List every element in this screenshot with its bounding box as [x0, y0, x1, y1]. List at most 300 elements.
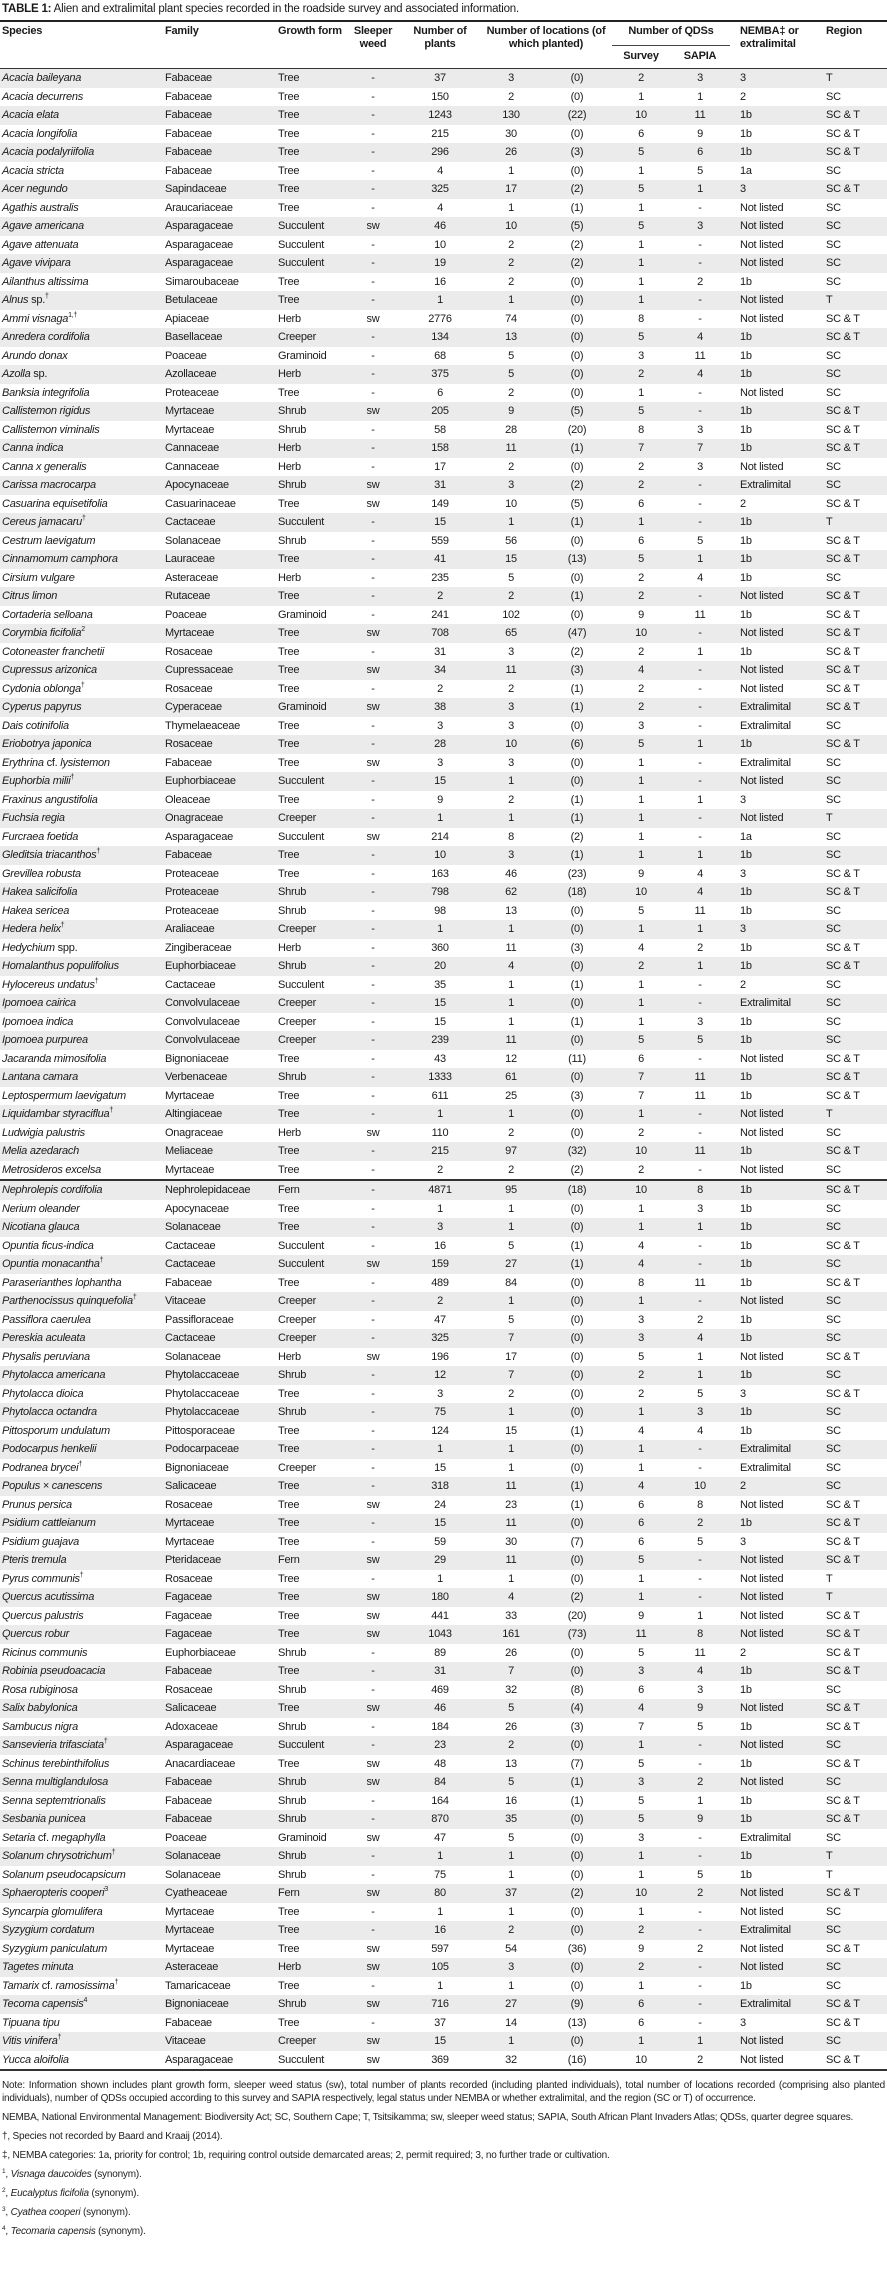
cell-planted-locations: (0) [570, 719, 584, 732]
cell-sleeper-weed: sw [366, 830, 380, 843]
cell-number-of-plants: 149 [431, 497, 449, 510]
cell-family: Fabaceae [165, 1794, 212, 1807]
cell-planted-locations: (1) [570, 1015, 584, 1028]
footnote-suffix: (synonym). [95, 2226, 146, 2237]
cell-nemba-status: Not listed [740, 312, 784, 325]
cell-number-of-plants: 6 [437, 386, 443, 399]
cell-region: T [816, 809, 887, 828]
cell-nemba-status: 1b [730, 143, 816, 162]
cell-number-of-plants: 164 [431, 1794, 449, 1807]
cell-family: Rosaceae [165, 1498, 213, 1511]
cell-planted-locations: (1) [542, 439, 612, 458]
cell-sleeper-weed: - [371, 1239, 375, 1252]
table-row [0, 1792, 887, 1811]
cell-qds-sapia: - [670, 1551, 730, 1570]
cell-number-of-plants: 9 [437, 793, 443, 806]
cell-growth-form: Succulent [276, 513, 346, 532]
cell-qds-sapia: - [670, 254, 730, 273]
species-name: Anredera cordifolia [2, 331, 90, 343]
cell-family: Poaceae [165, 1831, 207, 1844]
cell-nemba-status: Not listed [730, 1699, 816, 1718]
cell-qds-sapia: - [698, 756, 702, 769]
table-row [0, 1736, 887, 1755]
cell-growth-form: Tree [278, 2016, 300, 2029]
cell-qds-sapia: 10 [670, 1477, 730, 1496]
cell-family: Cannaceae [165, 460, 220, 473]
cell-number-of-plants: 369 [431, 2053, 449, 2066]
cell-family: Poaceae [165, 608, 207, 621]
cell-family: Vitaceae [163, 2032, 276, 2051]
cell-qds-survey: 10 [612, 106, 670, 125]
cell-region: SC [816, 1031, 887, 1050]
cell-qds-survey: 1 [638, 164, 644, 177]
cell-family: Solanaceae [165, 1868, 221, 1881]
cell-number-of-plants: 375 [400, 365, 480, 384]
species-qualifier: cf. [37, 1831, 49, 1844]
species-name: Agave attenuata [2, 238, 79, 251]
cell-number-of-plants: 23 [400, 1736, 480, 1755]
species-name: Furcraea foetida [2, 830, 79, 843]
table-row [0, 1422, 887, 1441]
cell-qds-sapia: 4 [697, 867, 703, 880]
table-row [0, 1477, 887, 1496]
cell-number-of-plants: 1 [400, 1105, 480, 1124]
cell-number-of-plants: 37 [434, 2016, 446, 2029]
cell-planted-locations: (0) [542, 1921, 612, 1940]
cell-sleeper-weed: - [346, 772, 400, 791]
cell-species [0, 1385, 163, 1404]
cell-nemba-status: Not listed [730, 1625, 816, 1644]
cell-planted-locations: (0) [542, 1736, 612, 1755]
species-name: Rosa rubiginosa [2, 1683, 78, 1696]
cell-species [0, 236, 163, 255]
cell-sleeper-weed: sw [366, 2053, 380, 2066]
species-qualifier: cf. [46, 756, 58, 769]
cell-species [0, 365, 163, 384]
cell-sleeper-weed: - [371, 423, 375, 436]
cell-planted-locations: (13) [542, 550, 612, 569]
cell-number-of-plants: 1 [437, 1905, 443, 1918]
cell-sleeper-weed: sw [366, 1498, 380, 1511]
cell-sleeper-weed: sw [346, 698, 400, 717]
cell-family: Lauraceae [163, 550, 276, 569]
cell-qds-sapia: - [698, 1979, 702, 1992]
species-name: Homalanthus populifolius [2, 960, 119, 972]
cell-sleeper-weed: sw [366, 1942, 380, 1955]
cell-family: Phytolaccaceae [163, 1366, 276, 1385]
cell-qds-sapia: 1 [697, 1350, 703, 1363]
cell-sleeper-weed: - [371, 201, 375, 214]
cell-qds-survey: 6 [638, 497, 644, 510]
cell-species [0, 1829, 163, 1848]
cell-qds-survey: 1 [612, 1847, 670, 1866]
species-name: Prunus persica [2, 1498, 72, 1511]
cell-family: Fabaceae [163, 1810, 276, 1829]
cell-number-of-locations: 1 [508, 1461, 514, 1474]
cell-sleeper-weed: - [371, 1572, 375, 1585]
cell-nemba-status: 1b [730, 1847, 816, 1866]
cell-growth-form: Shrub [276, 957, 346, 976]
cell-nemba-status: Not listed [730, 217, 816, 236]
table-row [0, 754, 887, 773]
cell-growth-form: Fern [276, 1180, 346, 1200]
cell-number-of-plants: 870 [400, 1810, 480, 1829]
table-row [0, 69, 887, 88]
cell-planted-locations: (0) [570, 1276, 584, 1289]
cell-region: SC & T [816, 1551, 887, 1570]
cell-species [0, 402, 163, 421]
cell-species [0, 1699, 163, 1718]
table-row [0, 532, 887, 551]
cell-region: SC [826, 1163, 841, 1176]
cell-growth-form: Creeper [278, 1015, 316, 1028]
cell-number-of-plants: 1 [400, 920, 480, 939]
cell-nemba-status: 1b [730, 735, 816, 754]
cell-growth-form: Shrub [278, 423, 307, 436]
species-name: Ludwigia palustris [2, 1126, 85, 1139]
cell-sleeper-weed: - [371, 238, 375, 251]
cell-qds-sapia: 1 [670, 1218, 730, 1237]
cell-sleeper-weed: - [346, 846, 400, 865]
cell-planted-locations: (0) [570, 1461, 584, 1474]
cell-family: Fabaceae [163, 69, 276, 88]
cell-number-of-plants: 2776 [428, 312, 452, 325]
cell-species [0, 347, 163, 366]
cell-nemba-status: 1b [740, 1015, 752, 1028]
cell-growth-form: Tree [278, 386, 300, 399]
cell-number-of-locations: 11 [480, 1551, 542, 1570]
cell-family: Euphorbiaceae [165, 1646, 236, 1659]
table-row [0, 513, 887, 532]
cell-qds-survey: 1 [638, 386, 644, 399]
cell-planted-locations: (2) [542, 254, 612, 273]
cell-region: SC [826, 201, 841, 214]
table-row [0, 1514, 887, 1533]
cell-sleeper-weed: - [371, 904, 375, 917]
cell-planted-locations: (0) [542, 2032, 612, 2051]
cell-sleeper-weed: - [371, 1720, 375, 1733]
cell-qds-survey: 2 [612, 698, 670, 717]
cell-qds-survey: 1 [638, 201, 644, 214]
cell-nemba-status: 1b [730, 328, 816, 347]
cell-growth-form: Tree [278, 645, 300, 658]
cell-species [0, 883, 163, 902]
cell-planted-locations: (3) [542, 661, 612, 680]
cell-sleeper-weed: - [371, 1313, 375, 1326]
cell-family: Asteraceae [165, 571, 219, 584]
species-name: Callistemon rigidus [2, 405, 91, 417]
cell-growth-form: Shrub [276, 1847, 346, 1866]
cell-nemba-status: 1b [740, 645, 752, 658]
cell-planted-locations: (0) [570, 1979, 584, 1992]
cell-number-of-plants: 180 [400, 1588, 480, 1607]
cell-species [0, 1625, 163, 1644]
cell-species [0, 180, 163, 199]
cell-sleeper-weed: sw [346, 1255, 400, 1274]
cell-qds-sapia: - [670, 402, 730, 421]
cell-nemba-status: 1b [740, 1202, 752, 1215]
cell-species [0, 976, 163, 995]
cell-planted-locations: (5) [542, 402, 612, 421]
cell-sleeper-weed: - [371, 1276, 375, 1289]
cell-planted-locations: (3) [570, 941, 584, 954]
cell-sleeper-weed: - [371, 1683, 375, 1696]
cell-species [0, 1255, 163, 1274]
cell-region: SC & T [816, 1180, 887, 1200]
cell-family: Podocarpaceae [163, 1440, 276, 1459]
cell-growth-form: Herb [276, 439, 346, 458]
table-row [0, 1903, 887, 1922]
cell-planted-locations: (2) [542, 1588, 612, 1607]
species-name: Ipomoea purpurea [2, 1034, 88, 1046]
cell-family: Myrtaceae [165, 1163, 215, 1176]
cell-number-of-plants: 19 [400, 254, 480, 273]
cell-family: Anacardiaceae [165, 1757, 236, 1770]
cell-region: T [816, 513, 887, 532]
cell-region: SC & T [816, 735, 887, 754]
table-body [0, 69, 887, 2071]
cell-region: SC & T [816, 1699, 887, 1718]
cell-number-of-locations: 2 [508, 90, 514, 103]
species-footnote-mark: † [80, 681, 85, 689]
cell-species [0, 1311, 163, 1330]
cell-qds-sapia: 4 [670, 328, 730, 347]
cell-nemba-status: Not listed [740, 1942, 784, 1955]
table-row [0, 902, 887, 921]
cell-number-of-locations: 2 [508, 238, 514, 251]
cell-sleeper-weed: sw [346, 624, 400, 643]
table-row [0, 384, 887, 403]
table-row [0, 939, 887, 958]
cell-nemba-status: 1b [730, 365, 816, 384]
cell-nemba-status: 1b [740, 349, 752, 362]
cell-nemba-status: Not listed [730, 809, 816, 828]
species-name: Cestrum laevigatum [2, 534, 96, 547]
table-row [0, 1180, 887, 1200]
cell-region: SC [826, 1313, 841, 1326]
cell-qds-sapia: - [698, 1163, 702, 1176]
cell-species [0, 1736, 163, 1755]
species-name: Carissa macrocarpa [2, 479, 96, 491]
cell-growth-form: Tree [278, 1276, 300, 1289]
cell-nemba-status: Not listed [740, 1350, 784, 1363]
cell-nemba-status: Not listed [740, 1572, 784, 1585]
cell-qds-survey: 1 [638, 1202, 644, 1215]
cell-family: Bignoniaceae [165, 1052, 229, 1065]
cell-sleeper-weed: - [371, 164, 375, 177]
cell-family: Proteaceae [165, 386, 219, 399]
cell-nemba-status: 1b [730, 1255, 816, 1274]
cell-number-of-locations: 1 [508, 164, 514, 177]
cell-growth-form: Creeper [276, 920, 346, 939]
cell-nemba-status: Not listed [730, 587, 816, 606]
cell-region: SC [816, 217, 887, 236]
cell-sleeper-weed: - [346, 920, 400, 939]
cell-qds-sapia: 3 [697, 1202, 703, 1215]
cell-number-of-plants: 16 [400, 1921, 480, 1940]
cell-sleeper-weed: - [346, 1031, 400, 1050]
cell-growth-form: Shrub [276, 1366, 346, 1385]
cell-qds-survey: 5 [638, 904, 644, 917]
cell-sleeper-weed: - [346, 587, 400, 606]
cell-species [0, 384, 163, 403]
cell-species [0, 291, 163, 310]
table-row [0, 1940, 887, 1959]
cell-nemba-status: Not listed [740, 682, 784, 695]
cell-number-of-plants: 716 [400, 1995, 480, 2014]
table-row [0, 1274, 887, 1293]
cell-qds-survey: 1 [638, 1905, 644, 1918]
table-row [0, 1200, 887, 1219]
cell-family: Pteridaceae [163, 1551, 276, 1570]
cell-region: SC & T [816, 106, 887, 125]
cell-growth-form: Tree [276, 1440, 346, 1459]
table-row [0, 291, 887, 310]
cell-species [0, 1792, 163, 1811]
cell-qds-survey: 6 [638, 1535, 644, 1548]
cell-number-of-locations: 1 [480, 1440, 542, 1459]
cell-planted-locations: (2) [570, 1163, 584, 1176]
cell-growth-form: Tree [276, 1625, 346, 1644]
cell-sleeper-weed: - [371, 608, 375, 621]
header-number-of-qdss: Number of QDSs [612, 22, 730, 46]
cell-number-of-locations: 5 [480, 1773, 542, 1792]
cell-family: Poaceae [165, 349, 207, 362]
cell-nemba-status: 1b [730, 1366, 816, 1385]
cell-number-of-locations: 3 [508, 756, 514, 769]
cell-number-of-plants: 4871 [400, 1180, 480, 1200]
species-name: Hakea salicifolia [2, 886, 78, 898]
cell-region: SC & T [816, 1068, 887, 1087]
cell-family: Salicaceae [163, 1699, 276, 1718]
cell-region: SC [826, 1905, 841, 1918]
species-name: Euphorbia milii [2, 775, 71, 787]
cell-species [0, 606, 163, 625]
cell-region: SC [816, 2032, 887, 2051]
species-name: Cirsium vulgare [2, 571, 75, 584]
cell-family: Fabaceae [165, 2016, 212, 2029]
cell-region: SC & T [826, 1757, 860, 1770]
cell-region: SC & T [826, 682, 860, 695]
cell-qds-sapia: 1 [697, 1794, 703, 1807]
cell-growth-form: Herb [278, 571, 301, 584]
cell-qds-sapia: - [670, 994, 730, 1013]
cell-number-of-locations: 130 [480, 106, 542, 125]
cell-growth-form: Tree [278, 682, 300, 695]
cell-species [0, 162, 163, 181]
cell-qds-sapia: - [698, 1239, 702, 1252]
cell-region: SC & T [826, 312, 860, 325]
cell-planted-locations: (2) [570, 830, 584, 843]
cell-region: SC & T [826, 1609, 860, 1622]
species-name: Fuchsia regia [2, 812, 65, 824]
cell-qds-survey: 1 [612, 1403, 670, 1422]
cell-sleeper-weed: - [346, 1366, 400, 1385]
table-row [0, 1366, 887, 1385]
cell-number-of-locations: 1 [480, 1218, 542, 1237]
cell-number-of-locations: 17 [505, 1350, 517, 1363]
cell-family: Araliaceae [163, 920, 276, 939]
cell-qds-survey: 5 [612, 1551, 670, 1570]
cell-nemba-status: 1b [730, 1514, 816, 1533]
cell-qds-survey: 1 [612, 1588, 670, 1607]
cell-number-of-plants: 2 [400, 1292, 480, 1311]
cell-species [0, 828, 163, 847]
species-name: Tamarix [2, 1979, 39, 1992]
cell-region: SC [816, 1440, 887, 1459]
cell-qds-sapia: - [698, 2016, 702, 2029]
cell-number-of-locations: 5 [508, 571, 514, 584]
cell-planted-locations: (0) [570, 1572, 584, 1585]
cell-qds-survey: 1 [612, 1736, 670, 1755]
cell-nemba-status: Not listed [730, 1773, 816, 1792]
cell-number-of-locations: 10 [480, 735, 542, 754]
cell-number-of-plants: 68 [434, 349, 446, 362]
cell-sleeper-weed: - [346, 1736, 400, 1755]
cell-region: SC & T [816, 1884, 887, 1903]
cell-qds-survey: 5 [612, 735, 670, 754]
cell-number-of-plants: 134 [400, 328, 480, 347]
cell-nemba-status: 1a [740, 164, 752, 177]
species-name: Cydonia oblonga [2, 682, 81, 695]
cell-species [0, 1977, 163, 1996]
cell-region: SC [826, 719, 841, 732]
cell-number-of-locations: 2 [480, 1736, 542, 1755]
species-name: Syzygium cordatum [2, 1924, 95, 1936]
cell-planted-locations: (13) [567, 2016, 587, 2029]
cell-number-of-plants: 15 [400, 2032, 480, 2051]
cell-qds-survey: 11 [612, 1625, 670, 1644]
cell-qds-survey: 7 [612, 1068, 670, 1087]
cell-growth-form: Tree [278, 1572, 300, 1585]
cell-planted-locations: (3) [570, 1720, 584, 1733]
cell-growth-form: Tree [278, 756, 300, 769]
cell-number-of-plants: 611 [431, 1089, 449, 1102]
species-epithet: lysistemon [60, 756, 110, 769]
table-row [0, 199, 887, 218]
cell-qds-survey: 1 [638, 1868, 644, 1881]
cell-species [0, 754, 163, 773]
cell-number-of-locations: 26 [480, 143, 542, 162]
cell-nemba-status: 3 [730, 920, 816, 939]
cell-planted-locations: (0) [542, 772, 612, 791]
cell-number-of-plants: 215 [431, 127, 449, 140]
cell-qds-survey: 2 [638, 1126, 644, 1139]
cell-species [0, 1348, 163, 1367]
table-row [0, 1311, 887, 1330]
cell-qds-survey: 7 [638, 1720, 644, 1733]
cell-qds-survey: 2 [638, 571, 644, 584]
cell-nemba-status: 3 [740, 793, 746, 806]
cell-nemba-status: 2 [740, 1646, 746, 1659]
footnote-species: Eucalyptus ficifolia [10, 2188, 89, 2199]
cell-qds-sapia: 5 [697, 1387, 703, 1400]
cell-nemba-status: Not listed [730, 1105, 816, 1124]
cell-family: Sapindaceae [163, 180, 276, 199]
cell-nemba-status: Not listed [740, 201, 784, 214]
cell-growth-form: Succulent [276, 217, 346, 236]
cell-family: Rosaceae [165, 1683, 213, 1696]
cell-qds-survey: 5 [638, 1794, 644, 1807]
cell-number-of-locations: 2 [508, 682, 514, 695]
cell-region: SC [816, 846, 887, 865]
cell-region: SC & T [826, 1089, 860, 1102]
footnotes [2, 2130, 885, 2238]
cell-region: SC [816, 1921, 887, 1940]
header-species: Species [2, 25, 43, 37]
species-name: Casuarina equisetifolia [2, 497, 108, 510]
cell-species [0, 624, 163, 643]
